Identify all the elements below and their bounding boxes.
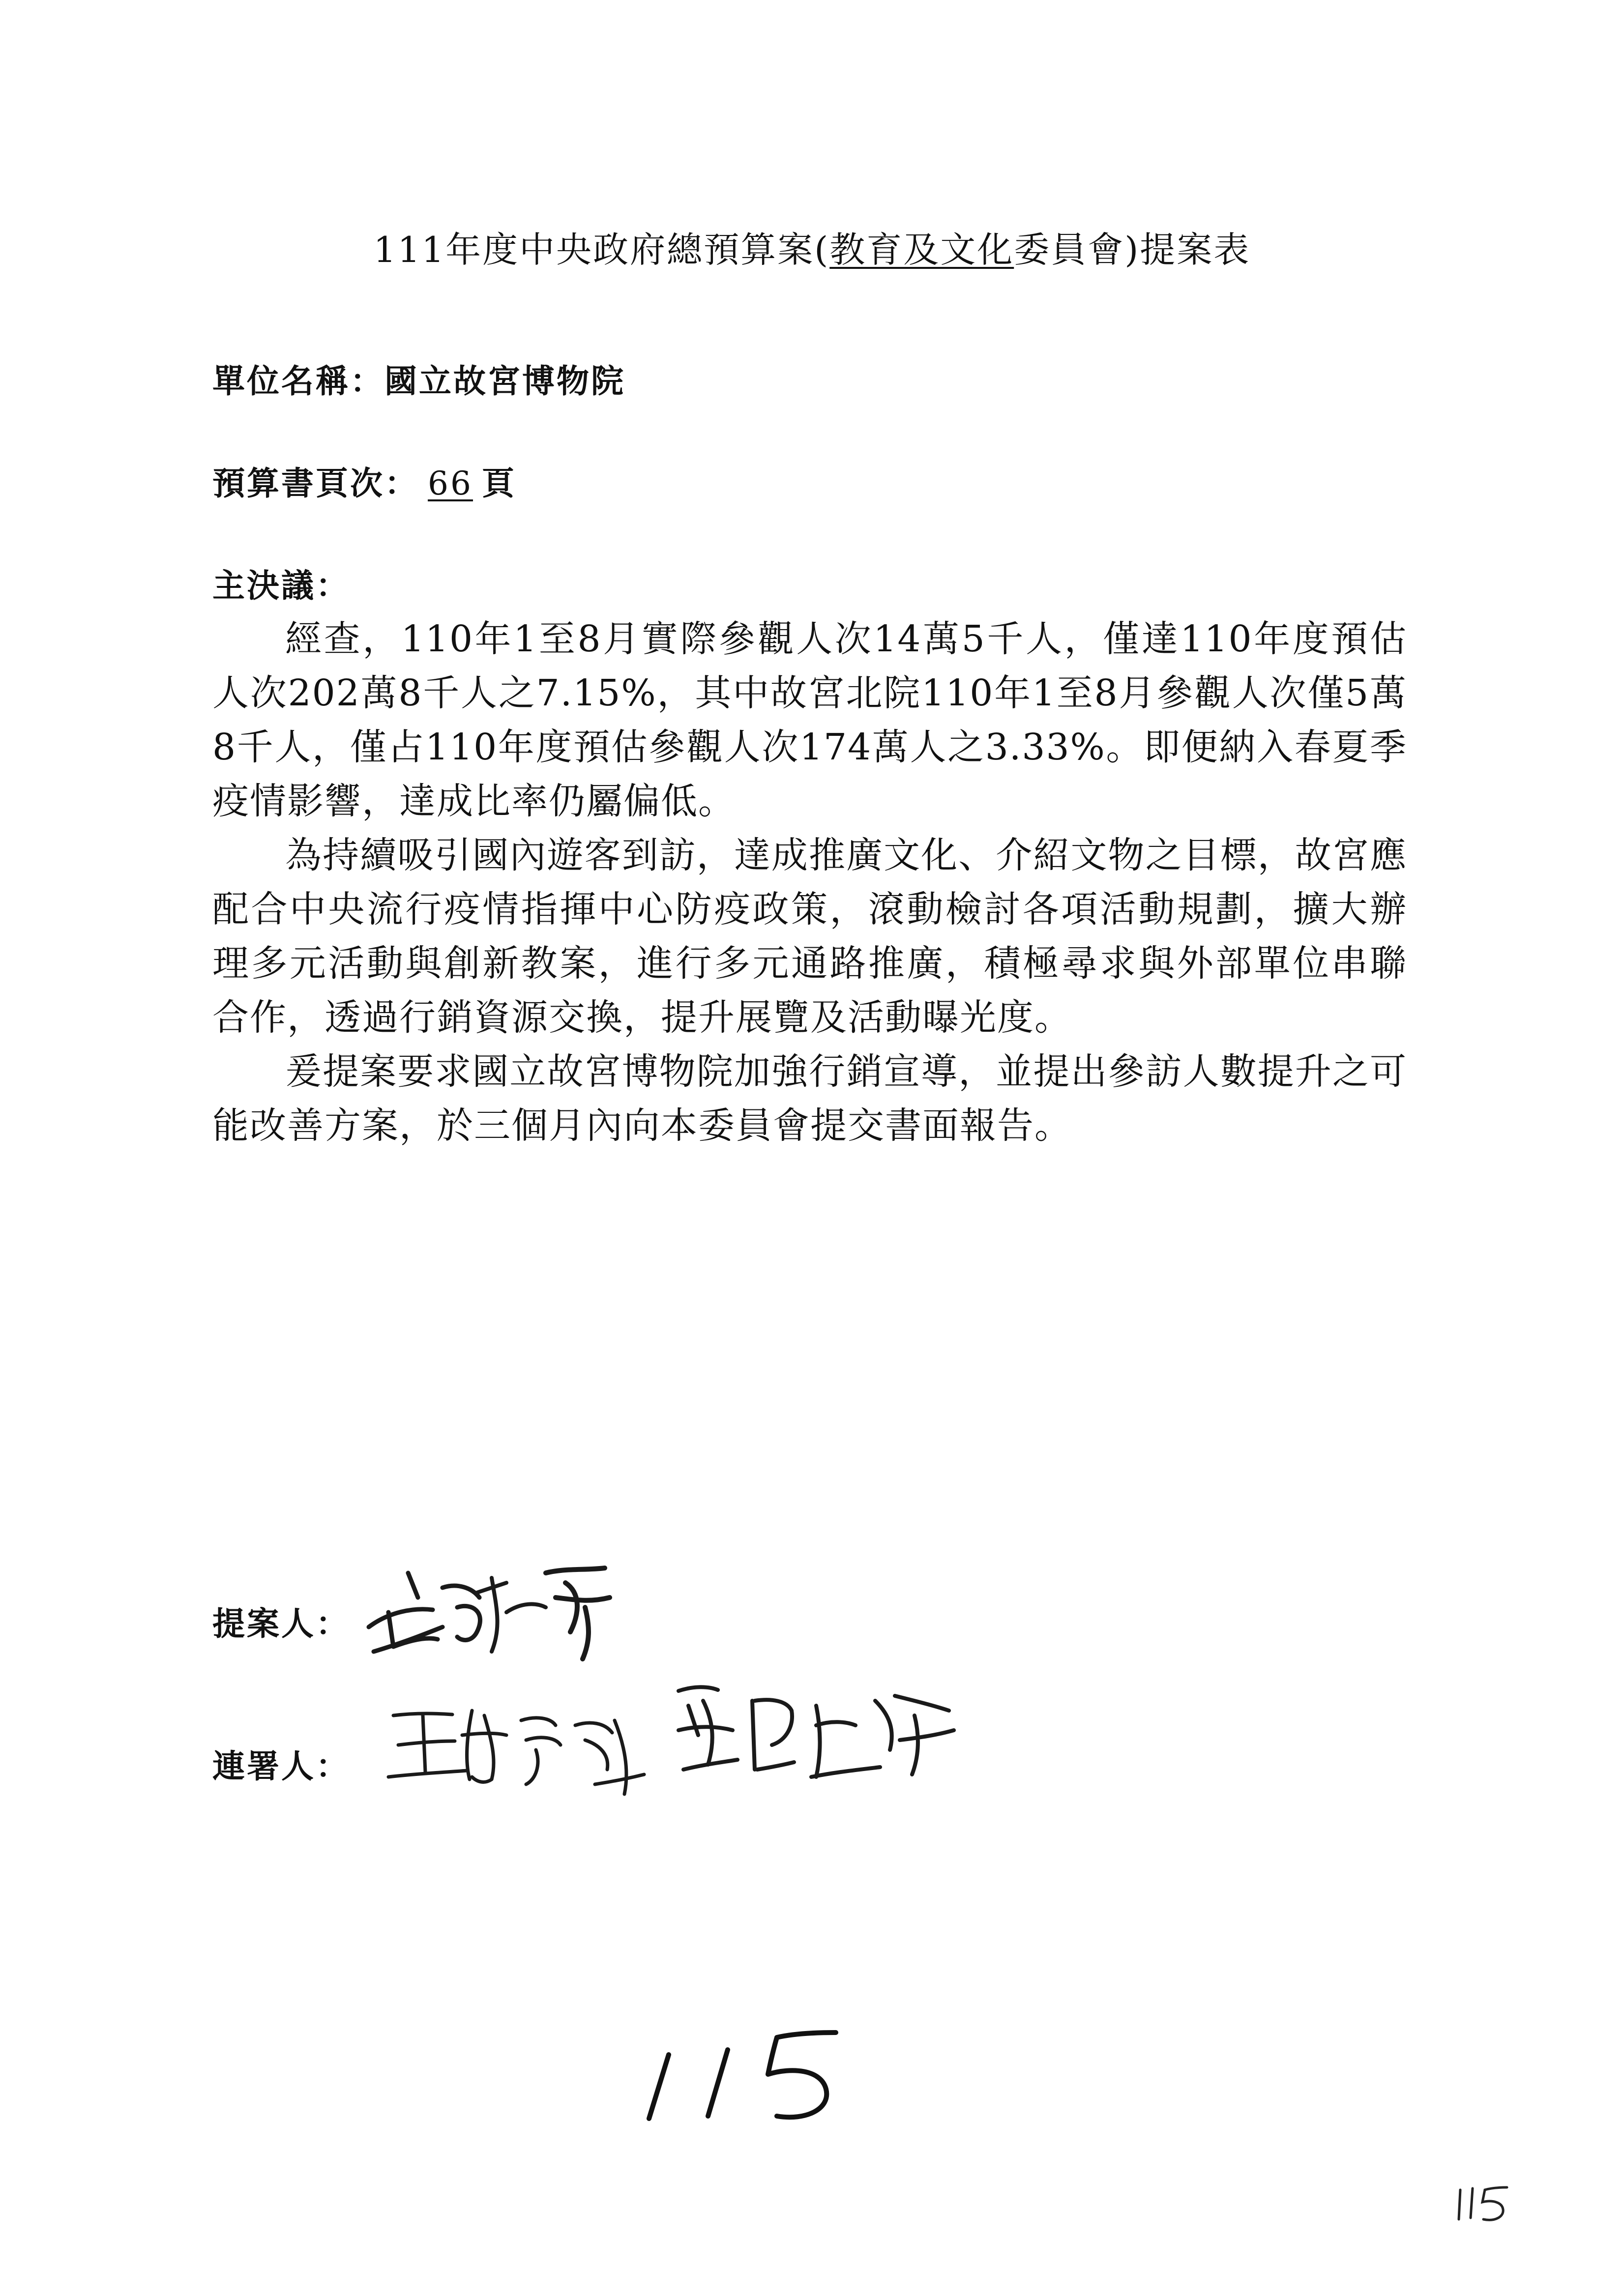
page-suffix: 頁	[481, 465, 516, 502]
title-committee: 教育及文化	[829, 229, 1014, 270]
paragraph-3: 爰提案要求國立故宮博物院加強行銷宣導，並提出參訪人數提升之可能改善方案，於三個月內向本委員會提交書面報告。	[212, 1050, 1407, 1147]
unit-row	[212, 355, 625, 402]
paragraph-2: 為持續吸引國內遊客到訪，達成推廣文化、介紹文物之目標，故宮應配合中央流行疫情指揮中心防疫政策，滾動檢討各項活動規劃，擴大辦理多元活動與創新教案，進行多元通路推廣，積極尋求與外部單位串聯合作，透過行銷資源交換，提升展覽及活動曝光度。	[212, 834, 1407, 1039]
budget-page-row	[212, 457, 516, 504]
cosigner-label: 連署人：	[212, 1747, 350, 1785]
title-suffix: 委員會)提案表	[1014, 229, 1251, 270]
paragraph-1: 經查，110年1至8月實際參觀人次14萬5千人，僅達110年度預估人次202萬8千人之7.15%，其中故宮北院110年1至8月參觀人次僅5萬8千人，僅占110年度預估參觀人次174萬人之3.33%。即便納入春夏季疫情影響，達成比率仍屬偏低。	[212, 618, 1407, 822]
corner-page-number	[1453, 2182, 1517, 2227]
resolution-body	[212, 612, 1407, 1153]
cosigner-signature-2	[669, 1671, 964, 1789]
main-resolution-heading: 主決議：	[212, 567, 350, 605]
unit-value: 國立故宮博物院	[384, 362, 625, 400]
proposer-label: 提案人：	[212, 1605, 350, 1643]
title-prefix: 111年度中央政府總預算案(	[373, 229, 830, 270]
page-label: 預算書頁次：	[212, 465, 419, 502]
document-title	[0, 221, 1624, 272]
page-value: 66	[428, 465, 473, 502]
unit-label: 單位名稱：	[212, 362, 384, 400]
cosigner-signature-1	[379, 1686, 654, 1799]
handwritten-page-number	[629, 2020, 856, 2133]
proposer-signature	[359, 1553, 615, 1666]
